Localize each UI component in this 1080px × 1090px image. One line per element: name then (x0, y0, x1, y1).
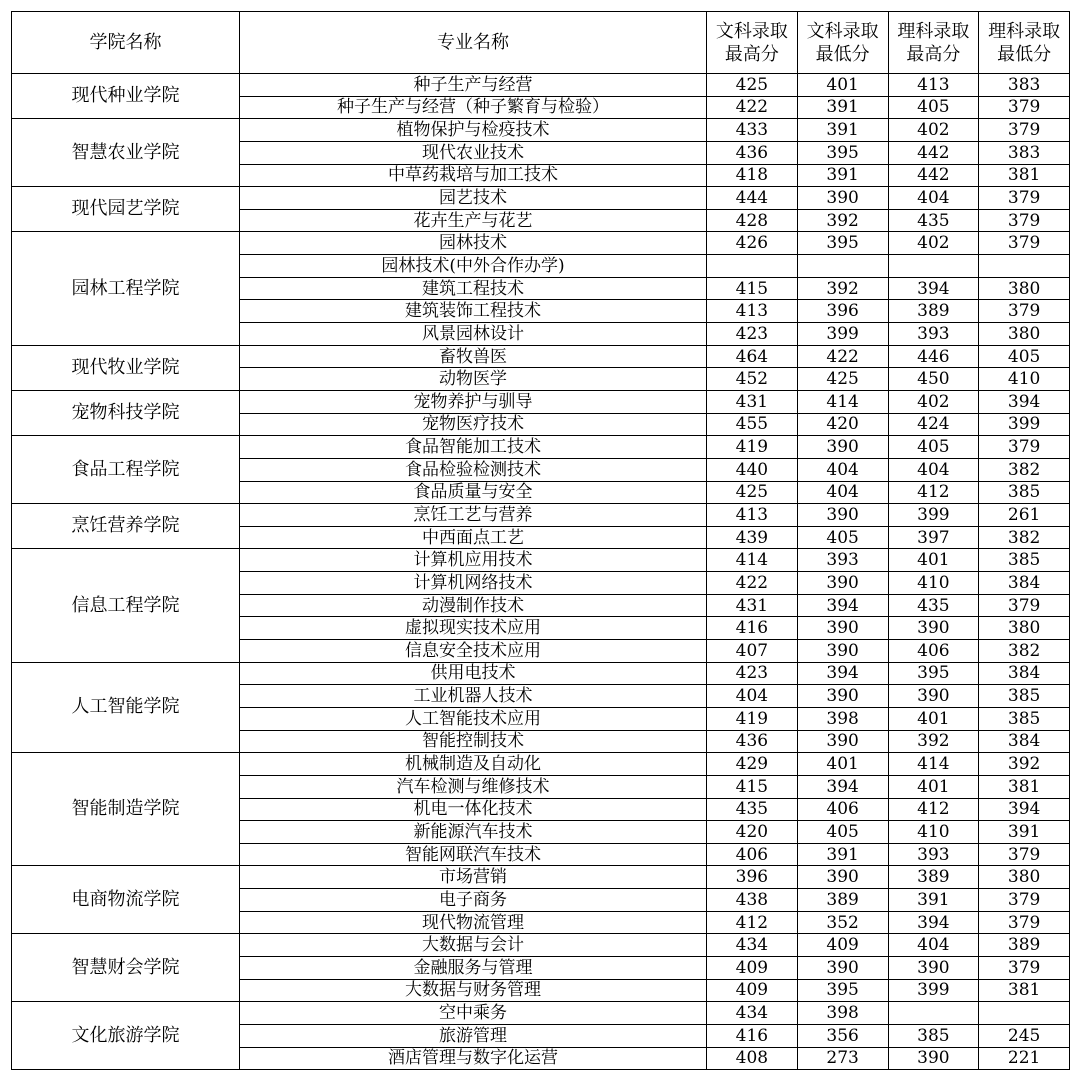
arts-min-score-cell: 405 (797, 526, 888, 549)
header-major-name: 专业名称 (240, 12, 707, 74)
arts-min-score-cell: 395 (797, 141, 888, 164)
table-row (12, 753, 1070, 776)
table-body (12, 74, 1070, 1070)
arts-min-score-cell: 399 (797, 323, 888, 346)
major-name-cell: 机械制造及自动化 (240, 753, 707, 776)
arts-min-score-cell: 398 (797, 707, 888, 730)
science-min-score-cell: 261 (979, 504, 1070, 527)
science-min-score-cell: 379 (979, 187, 1070, 210)
arts-max-score-cell: 436 (707, 730, 798, 753)
science-min-score-cell: 392 (979, 753, 1070, 776)
major-name-cell: 酒店管理与数字化运营 (240, 1047, 707, 1070)
science-max-score-cell: 385 (888, 1024, 979, 1047)
college-name-cell: 食品工程学院 (12, 436, 240, 504)
science-min-score-cell: 379 (979, 96, 1070, 119)
science-max-score-cell: 397 (888, 526, 979, 549)
science-max-score-cell: 401 (888, 707, 979, 730)
arts-max-score-cell: 440 (707, 458, 798, 481)
major-name-cell: 园林技术 (240, 232, 707, 255)
arts-max-score-cell: 415 (707, 775, 798, 798)
arts-min-score-cell: 401 (797, 753, 888, 776)
arts-max-score-cell: 422 (707, 572, 798, 595)
arts-min-score-cell: 390 (797, 617, 888, 640)
major-name-cell: 现代农业技术 (240, 141, 707, 164)
science-max-score-cell: 401 (888, 775, 979, 798)
science-max-score-cell: 402 (888, 119, 979, 142)
arts-max-score-cell: 406 (707, 843, 798, 866)
science-max-score-cell: 450 (888, 368, 979, 391)
arts-min-score-cell: 414 (797, 390, 888, 413)
arts-max-score-cell: 428 (707, 209, 798, 232)
science-max-score-cell: 435 (888, 209, 979, 232)
arts-max-score-cell: 436 (707, 141, 798, 164)
science-max-score-cell: 389 (888, 300, 979, 323)
science-max-score-cell: 406 (888, 640, 979, 663)
science-min-score-cell: 381 (979, 164, 1070, 187)
arts-max-score-cell: 418 (707, 164, 798, 187)
major-name-cell: 烹饪工艺与营养 (240, 504, 707, 527)
college-name-cell: 现代园艺学院 (12, 187, 240, 232)
table-row (12, 934, 1070, 957)
major-name-cell: 园艺技术 (240, 187, 707, 210)
science-min-score-cell: 380 (979, 617, 1070, 640)
table-row (12, 866, 1070, 889)
major-name-cell: 空中乘务 (240, 1002, 707, 1025)
arts-max-score-cell: 404 (707, 685, 798, 708)
admission-score-table (11, 11, 1070, 1070)
arts-max-score-cell: 439 (707, 526, 798, 549)
arts-min-score-cell: 404 (797, 481, 888, 504)
major-name-cell: 供用电技术 (240, 662, 707, 685)
science-max-score-cell: 402 (888, 390, 979, 413)
arts-min-score-cell: 390 (797, 572, 888, 595)
science-max-score-cell: 389 (888, 866, 979, 889)
arts-max-score-cell: 444 (707, 187, 798, 210)
arts-max-score-cell: 414 (707, 549, 798, 572)
major-name-cell: 大数据与财务管理 (240, 979, 707, 1002)
science-min-score-cell: 379 (979, 889, 1070, 912)
table-row (12, 662, 1070, 685)
science-min-score-cell: 385 (979, 481, 1070, 504)
table-row (12, 232, 1070, 255)
arts-max-score-cell: 409 (707, 956, 798, 979)
arts-min-score-cell: 398 (797, 1002, 888, 1025)
science-max-score-cell: 404 (888, 458, 979, 481)
arts-max-score-cell: 425 (707, 481, 798, 504)
science-min-score-cell: 385 (979, 707, 1070, 730)
science-min-score-cell: 410 (979, 368, 1070, 391)
science-max-score-cell: 393 (888, 323, 979, 346)
college-name-cell: 人工智能学院 (12, 662, 240, 753)
science-min-score-cell: 380 (979, 866, 1070, 889)
science-max-score-cell: 412 (888, 798, 979, 821)
major-name-cell: 建筑工程技术 (240, 277, 707, 300)
science-max-score-cell: 390 (888, 617, 979, 640)
college-name-cell: 宠物科技学院 (12, 390, 240, 435)
arts-max-score-cell: 409 (707, 979, 798, 1002)
arts-min-score-cell: 394 (797, 775, 888, 798)
science-min-score-cell: 394 (979, 798, 1070, 821)
arts-max-score-cell: 422 (707, 96, 798, 119)
science-min-score-cell: 379 (979, 436, 1070, 459)
arts-max-score-cell: 452 (707, 368, 798, 391)
science-max-score-cell: 404 (888, 187, 979, 210)
arts-max-score-cell: 425 (707, 74, 798, 97)
header-line: 理科录取 (897, 20, 970, 42)
header-science-min-score (979, 12, 1070, 74)
arts-max-score-cell: 434 (707, 1002, 798, 1025)
arts-min-score-cell: 390 (797, 187, 888, 210)
arts-max-score-cell: 419 (707, 707, 798, 730)
major-name-cell: 宠物养护与驯导 (240, 390, 707, 413)
major-name-cell: 中草药栽培与加工技术 (240, 164, 707, 187)
major-name-cell: 风景园林设计 (240, 323, 707, 346)
arts-min-score-cell: 395 (797, 979, 888, 1002)
arts-min-score-cell: 391 (797, 164, 888, 187)
arts-max-score-cell: 407 (707, 640, 798, 663)
science-min-score-cell: 399 (979, 413, 1070, 436)
arts-max-score-cell: 412 (707, 911, 798, 934)
arts-min-score-cell: 352 (797, 911, 888, 934)
science-max-score-cell: 399 (888, 979, 979, 1002)
science-min-score-cell: 380 (979, 323, 1070, 346)
arts-max-score-cell: 413 (707, 300, 798, 323)
header-line: 文科录取 (715, 20, 788, 42)
science-min-score-cell: 379 (979, 119, 1070, 142)
arts-max-score-cell: 413 (707, 504, 798, 527)
arts-min-score-cell: 420 (797, 413, 888, 436)
science-max-score-cell: 442 (888, 141, 979, 164)
arts-min-score-cell: 390 (797, 504, 888, 527)
science-max-score-cell: 412 (888, 481, 979, 504)
major-name-cell: 新能源汽车技术 (240, 821, 707, 844)
arts-min-score-cell: 409 (797, 934, 888, 957)
table-row (12, 187, 1070, 210)
major-name-cell: 市场营销 (240, 866, 707, 889)
college-name-cell: 电商物流学院 (12, 866, 240, 934)
arts-max-score-cell: 431 (707, 390, 798, 413)
college-name-cell: 园林工程学院 (12, 232, 240, 345)
major-name-cell: 智能控制技术 (240, 730, 707, 753)
science-min-score-cell: 381 (979, 979, 1070, 1002)
arts-max-score-cell: 455 (707, 413, 798, 436)
science-min-score-cell: 379 (979, 209, 1070, 232)
arts-max-score-cell: 423 (707, 323, 798, 346)
table-row (12, 436, 1070, 459)
college-name-cell: 现代种业学院 (12, 74, 240, 119)
science-max-score-cell: 394 (888, 911, 979, 934)
science-max-score-cell: 405 (888, 96, 979, 119)
arts-max-score-cell: 431 (707, 594, 798, 617)
science-min-score-cell (979, 255, 1070, 278)
science-max-score-cell: 402 (888, 232, 979, 255)
arts-min-score-cell: 394 (797, 594, 888, 617)
major-name-cell: 智能网联汽车技术 (240, 843, 707, 866)
header-line: 最高分 (906, 43, 961, 65)
science-min-score-cell: 384 (979, 662, 1070, 685)
science-min-score-cell: 382 (979, 640, 1070, 663)
science-max-score-cell: 393 (888, 843, 979, 866)
table-row (12, 549, 1070, 572)
science-min-score-cell: 380 (979, 277, 1070, 300)
arts-max-score-cell: 433 (707, 119, 798, 142)
major-name-cell: 人工智能技术应用 (240, 707, 707, 730)
major-name-cell: 机电一体化技术 (240, 798, 707, 821)
major-name-cell: 计算机应用技术 (240, 549, 707, 572)
major-name-cell: 动漫制作技术 (240, 594, 707, 617)
major-name-cell: 虚拟现实技术应用 (240, 617, 707, 640)
major-name-cell: 大数据与会计 (240, 934, 707, 957)
science-max-score-cell (888, 255, 979, 278)
arts-min-score-cell: 391 (797, 96, 888, 119)
arts-max-score-cell: 419 (707, 436, 798, 459)
science-max-score-cell: 392 (888, 730, 979, 753)
arts-min-score-cell: 390 (797, 956, 888, 979)
header-line: 理科录取 (988, 20, 1061, 42)
arts-max-score-cell: 464 (707, 345, 798, 368)
major-name-cell: 旅游管理 (240, 1024, 707, 1047)
college-name-cell: 智能制造学院 (12, 753, 240, 866)
science-min-score-cell: 384 (979, 730, 1070, 753)
table-row (12, 345, 1070, 368)
arts-min-score-cell: 404 (797, 458, 888, 481)
arts-min-score-cell: 389 (797, 889, 888, 912)
science-min-score-cell: 379 (979, 300, 1070, 323)
science-max-score-cell: 424 (888, 413, 979, 436)
major-name-cell: 信息安全技术应用 (240, 640, 707, 663)
arts-min-score-cell: 393 (797, 549, 888, 572)
science-min-score-cell: 382 (979, 526, 1070, 549)
science-min-score-cell: 221 (979, 1047, 1070, 1070)
science-max-score-cell: 405 (888, 436, 979, 459)
header-line: 文科录取 (806, 20, 879, 42)
major-name-cell: 现代物流管理 (240, 911, 707, 934)
science-min-score-cell: 379 (979, 956, 1070, 979)
science-min-score-cell: 379 (979, 232, 1070, 255)
science-min-score-cell: 389 (979, 934, 1070, 957)
science-min-score-cell: 382 (979, 458, 1070, 481)
science-max-score-cell: 414 (888, 753, 979, 776)
major-name-cell: 花卉生产与花艺 (240, 209, 707, 232)
major-name-cell: 种子生产与经营 (240, 74, 707, 97)
science-min-score-cell: 385 (979, 685, 1070, 708)
arts-min-score-cell: 390 (797, 685, 888, 708)
arts-min-score-cell: 391 (797, 843, 888, 866)
science-max-score-cell: 391 (888, 889, 979, 912)
major-name-cell: 计算机网络技术 (240, 572, 707, 595)
header-line: 最低分 (997, 43, 1052, 65)
arts-max-score-cell: 416 (707, 1024, 798, 1047)
arts-max-score-cell: 416 (707, 617, 798, 640)
major-name-cell: 动物医学 (240, 368, 707, 391)
science-max-score-cell: 413 (888, 74, 979, 97)
major-name-cell: 种子生产与经营（种子繁育与检验） (240, 96, 707, 119)
college-name-cell: 智慧财会学院 (12, 934, 240, 1002)
arts-max-score-cell: 408 (707, 1047, 798, 1070)
arts-min-score-cell: 390 (797, 640, 888, 663)
arts-min-score-cell: 396 (797, 300, 888, 323)
science-min-score-cell: 379 (979, 911, 1070, 934)
arts-max-score-cell: 434 (707, 934, 798, 957)
science-min-score-cell: 383 (979, 74, 1070, 97)
arts-min-score-cell: 395 (797, 232, 888, 255)
arts-min-score-cell: 392 (797, 209, 888, 232)
science-max-score-cell: 390 (888, 1047, 979, 1070)
header-line: 最高分 (724, 43, 779, 65)
major-name-cell: 食品智能加工技术 (240, 436, 707, 459)
arts-max-score-cell: 420 (707, 821, 798, 844)
science-min-score-cell: 383 (979, 141, 1070, 164)
college-name-cell: 烹饪营养学院 (12, 504, 240, 549)
major-name-cell: 园林技术(中外合作办学) (240, 255, 707, 278)
arts-min-score-cell: 390 (797, 866, 888, 889)
science-max-score-cell: 442 (888, 164, 979, 187)
table-row (12, 390, 1070, 413)
arts-min-score-cell: 406 (797, 798, 888, 821)
science-max-score-cell: 390 (888, 685, 979, 708)
science-min-score-cell: 391 (979, 821, 1070, 844)
arts-min-score-cell: 273 (797, 1047, 888, 1070)
science-max-score-cell: 410 (888, 821, 979, 844)
table-row (12, 119, 1070, 142)
science-min-score-cell: 381 (979, 775, 1070, 798)
header-science-max-score (888, 12, 979, 74)
header-college-name: 学院名称 (12, 12, 240, 74)
science-min-score-cell: 245 (979, 1024, 1070, 1047)
arts-min-score-cell: 401 (797, 74, 888, 97)
major-name-cell: 汽车检测与维修技术 (240, 775, 707, 798)
header-arts-max-score (707, 12, 798, 74)
arts-min-score-cell (797, 255, 888, 278)
major-name-cell: 工业机器人技术 (240, 685, 707, 708)
science-min-score-cell: 379 (979, 594, 1070, 617)
major-name-cell: 中西面点工艺 (240, 526, 707, 549)
major-name-cell: 食品质量与安全 (240, 481, 707, 504)
science-max-score-cell: 390 (888, 956, 979, 979)
major-name-cell: 电子商务 (240, 889, 707, 912)
arts-min-score-cell: 390 (797, 436, 888, 459)
science-max-score-cell: 410 (888, 572, 979, 595)
arts-min-score-cell: 394 (797, 662, 888, 685)
arts-max-score-cell: 415 (707, 277, 798, 300)
science-max-score-cell: 446 (888, 345, 979, 368)
arts-max-score-cell: 426 (707, 232, 798, 255)
major-name-cell: 宠物医疗技术 (240, 413, 707, 436)
science-min-score-cell: 385 (979, 549, 1070, 572)
major-name-cell: 植物保护与检疫技术 (240, 119, 707, 142)
science-min-score-cell (979, 1002, 1070, 1025)
college-name-cell: 智慧农业学院 (12, 119, 240, 187)
major-name-cell: 金融服务与管理 (240, 956, 707, 979)
college-name-cell: 现代牧业学院 (12, 345, 240, 390)
science-max-score-cell: 435 (888, 594, 979, 617)
arts-min-score-cell: 390 (797, 730, 888, 753)
science-min-score-cell: 394 (979, 390, 1070, 413)
college-name-cell: 文化旅游学院 (12, 1002, 240, 1070)
table-row (12, 504, 1070, 527)
major-name-cell: 食品检验检测技术 (240, 458, 707, 481)
science-max-score-cell: 401 (888, 549, 979, 572)
major-name-cell: 畜牧兽医 (240, 345, 707, 368)
arts-min-score-cell: 425 (797, 368, 888, 391)
arts-min-score-cell: 356 (797, 1024, 888, 1047)
arts-min-score-cell: 422 (797, 345, 888, 368)
table-row (12, 1002, 1070, 1025)
arts-max-score-cell: 423 (707, 662, 798, 685)
arts-max-score-cell (707, 255, 798, 278)
header-arts-min-score (797, 12, 888, 74)
science-min-score-cell: 384 (979, 572, 1070, 595)
arts-max-score-cell: 438 (707, 889, 798, 912)
science-max-score-cell (888, 1002, 979, 1025)
arts-max-score-cell: 396 (707, 866, 798, 889)
arts-max-score-cell: 435 (707, 798, 798, 821)
arts-max-score-cell: 429 (707, 753, 798, 776)
arts-min-score-cell: 392 (797, 277, 888, 300)
table-header-row (12, 12, 1070, 74)
science-max-score-cell: 404 (888, 934, 979, 957)
science-max-score-cell: 395 (888, 662, 979, 685)
college-name-cell: 信息工程学院 (12, 549, 240, 662)
science-max-score-cell: 394 (888, 277, 979, 300)
science-max-score-cell: 399 (888, 504, 979, 527)
arts-min-score-cell: 405 (797, 821, 888, 844)
table-row (12, 74, 1070, 97)
science-min-score-cell: 405 (979, 345, 1070, 368)
major-name-cell: 建筑装饰工程技术 (240, 300, 707, 323)
header-line: 最低分 (815, 43, 870, 65)
science-min-score-cell: 379 (979, 843, 1070, 866)
arts-min-score-cell: 391 (797, 119, 888, 142)
